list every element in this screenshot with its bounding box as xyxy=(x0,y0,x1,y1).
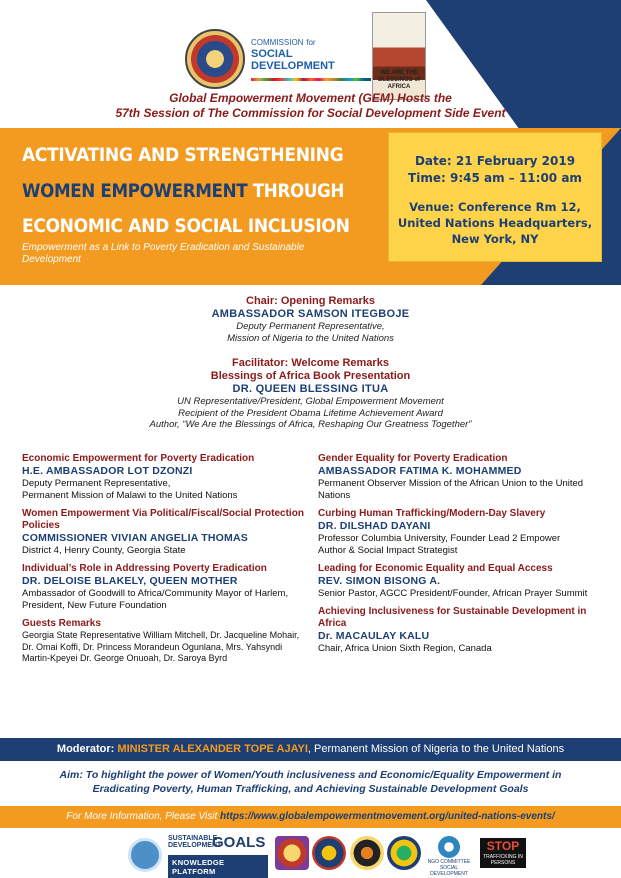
speaker-desc: Permanent Observer Mission of the African Union to the United Nations xyxy=(318,478,584,501)
book-cover xyxy=(372,12,426,100)
stop-trafficking-logo xyxy=(480,838,526,868)
speaker-block xyxy=(22,453,312,502)
stop-subtext: TRAFFICKING IN PERSONS xyxy=(483,854,523,866)
footer-logos xyxy=(0,830,621,878)
speaker-block xyxy=(318,563,608,600)
left-speakers-column xyxy=(22,453,312,671)
sdg-color-bar xyxy=(251,78,371,81)
speaker-topic: Achieving Inclusiveness for Sustainable Development in Africa xyxy=(318,606,587,629)
ngo-text: NGO COMMITTEE SOCIAL DEVELOPMENT xyxy=(427,859,471,877)
host-line1: Global Empowerment Movement (GEM) Hosts the xyxy=(169,91,452,105)
host-heading xyxy=(0,91,621,121)
title-line1: ACTIVATING AND STRENGTHENING xyxy=(22,144,344,166)
ngo-committee-logo xyxy=(424,836,474,877)
speaker-topic: Individual’s Role in Addressing Poverty Eradication xyxy=(22,563,267,574)
speaker-block xyxy=(318,453,608,502)
speaker-name: DR. DILSHAD DAYANI xyxy=(318,520,431,532)
facilitator-desc2: Recipient of the President Obama Lifetime Achievement Award xyxy=(178,407,443,419)
speaker-topic: Leading for Economic Equality and Equal Access xyxy=(318,563,553,574)
partner-seal-icon xyxy=(312,836,346,870)
facilitator-name: DR. QUEEN BLESSING ITUA xyxy=(232,383,389,395)
moderator-name: MINISTER ALEXANDER TOPE AJAYI xyxy=(117,743,308,755)
speaker-desc: Permanent Mission of Malawi to the United Nations xyxy=(22,490,238,501)
chair-section xyxy=(0,295,621,344)
chair-desc2: Mission of Nigeria to the United Nations xyxy=(227,332,394,344)
sdg-line1: SUSTAINABLE xyxy=(168,835,218,842)
speaker-desc: Author & Social Impact Strategist xyxy=(318,545,458,556)
title-line2 xyxy=(22,180,344,202)
speaker-desc: Ambassador of Goodwill to Africa/Community Mayor of Harlem, President, New Future Foundation xyxy=(22,588,289,611)
aim-line1: Aim: To highlight the power of Women/Youth inclusiveness and Economic/Equality Empowerment in xyxy=(59,769,562,781)
event-time: Time: 9:45 am – 11:00 am xyxy=(408,171,582,185)
speaker-desc: Professor Columbia University, Founder Lead 2 Empower xyxy=(318,533,561,544)
chair-name: AMBASSADOR SAMSON ITEGBOJE xyxy=(211,308,410,320)
chair-desc1: Deputy Permanent Representative, xyxy=(236,321,385,332)
ngo-globe-icon xyxy=(438,836,460,858)
gem-logo xyxy=(185,29,245,89)
partner-seal-icon xyxy=(350,836,384,870)
csd-logo xyxy=(251,37,371,81)
subtitle: Empowerment as a Link to Poverty Eradication and Sustainable Development xyxy=(22,242,305,265)
csd-line2: SOCIAL DEVELOPMENT xyxy=(251,48,335,72)
speaker-topic: Women Empowerment Via Political/Fiscal/Social Protection Policies xyxy=(22,508,304,531)
speaker-name: Dr. MACAULAY KALU xyxy=(318,630,430,642)
sdg-knowledge-platform: KNOWLEDGE PLATFORM xyxy=(168,855,268,878)
right-speakers-column xyxy=(318,453,608,661)
speaker-block xyxy=(22,563,312,612)
speaker-name: AMBASSADOR FATIMA K. MOHAMMED xyxy=(318,465,522,477)
host-line2: 57th Session of The Commission for Social Development Side Event xyxy=(115,106,506,120)
facilitator-section xyxy=(0,357,621,431)
un-emblem-icon xyxy=(128,838,162,872)
speaker-desc: Deputy Permanent Representative, xyxy=(22,478,171,489)
speaker-desc: Senior Pastor, AGCC President/Founder, African Prayer Summit xyxy=(318,588,588,599)
partner-logo-icon xyxy=(275,836,309,870)
speaker-block xyxy=(22,508,312,557)
sdg-line2: DEVELOPMENT xyxy=(168,842,222,849)
speaker-name: COMMISSIONER VIVIAN ANGELIA THOMAS xyxy=(22,532,248,544)
speaker-block xyxy=(318,508,608,557)
sdg-knowledge-platform-logo xyxy=(168,835,268,878)
speaker-name: REV. SIMON BISONG A. xyxy=(318,575,441,587)
moderator-affiliation: , Permanent Mission of Nigeria to the United Nations xyxy=(307,743,565,755)
more-info-bar xyxy=(0,806,621,828)
speaker-name: DR. DELOISE BLAKELY, QUEEN MOTHER xyxy=(22,575,238,587)
stop-word: STOP xyxy=(486,839,520,853)
speaker-desc: District 4, Henry County, Georgia State xyxy=(22,545,186,556)
title-line3: ECONOMIC AND SOCIAL INCLUSION xyxy=(22,215,350,237)
more-info-text: For More Information, Please Visit xyxy=(66,811,221,822)
guests-block xyxy=(22,618,312,665)
venue-line1: Venue: Conference Rm 12, xyxy=(409,200,581,214)
venue-line2: United Nations Headquarters, xyxy=(397,216,593,230)
event-venue xyxy=(389,199,601,247)
event-date: Date: 21 February 2019 xyxy=(414,154,576,168)
speaker-name: H.E. AMBASSADOR LOT DZONZI xyxy=(22,465,193,477)
facilitator-role1: Facilitator: Welcome Remarks xyxy=(232,357,389,369)
aim-statement xyxy=(40,768,581,796)
more-info-link[interactable]: https://www.globalempowermentmovement.org/united-nations-events/ xyxy=(220,811,555,822)
sdg-goals: GOALS xyxy=(212,834,266,851)
aim-line2: Eradicating Poverty, Human Trafficking, and Achieving Sustainable Development Goals xyxy=(92,783,529,795)
speaker-topic: Gender Equality for Poverty Eradication xyxy=(318,453,508,464)
guests-heading: Guests Remarks xyxy=(22,618,101,629)
title-line2-em: WOMEN EMPOWERMENT xyxy=(22,180,248,202)
chair-role: Chair: Opening Remarks xyxy=(246,295,375,307)
book-title: WE ARE THE BLESSINGS of AFRICA xyxy=(377,70,420,90)
speaker-topic: Curbing Human Trafficking/Modern-Day Slavery xyxy=(318,508,546,519)
facilitator-desc3: Author, “We Are the Blessings of Africa, Reshaping Our Greatness Together” xyxy=(149,419,472,430)
moderator-label: Moderator: xyxy=(56,743,118,755)
speaker-block xyxy=(318,606,608,655)
partner-seal-icon xyxy=(387,836,421,870)
csd-for: for xyxy=(306,38,316,47)
venue-line3: New York, NY xyxy=(451,232,539,246)
facilitator-desc1: UN Representative/President, Global Empowerment Movement xyxy=(177,396,444,407)
csd-line1: COMMISSION xyxy=(251,38,304,47)
guests-list: Georgia State Representative William Mitchell, Dr. Jacqueline Mohair, Dr. Omai Koffi, Dr. Princess Morandeun Ogunlana, Mrs. Yahsyndi Martin-Kpeyei Dr. George Onuoah, Dr. Saroya Byrd xyxy=(22,630,300,663)
moderator-bar xyxy=(0,738,621,761)
title-line2-plain: THROUGH xyxy=(247,180,345,202)
facilitator-role2: Blessings of Africa Book Presentation xyxy=(210,370,411,382)
speaker-topic: Economic Empowerment for Poverty Eradication xyxy=(22,453,255,464)
event-details-box xyxy=(388,132,602,262)
speaker-desc: Chair, Africa Union Sixth Region, Canada xyxy=(318,643,492,654)
